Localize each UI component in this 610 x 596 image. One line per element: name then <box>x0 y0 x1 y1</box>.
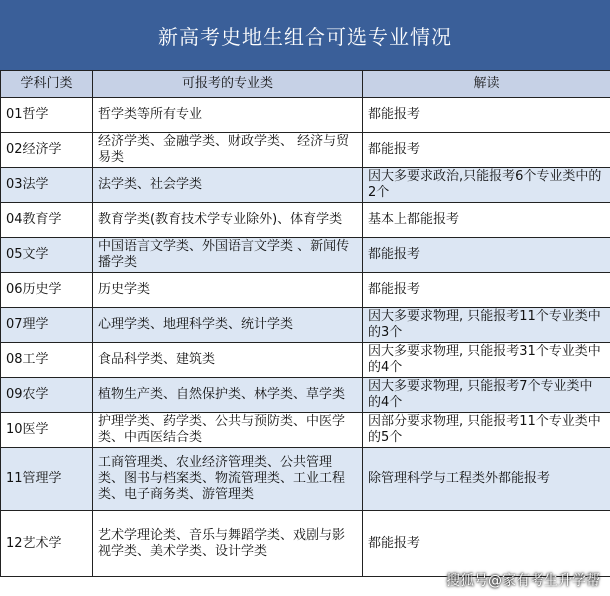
header-note: 解读 <box>363 71 610 98</box>
table-row <box>1 343 610 378</box>
category-cell: 04教育学 <box>1 203 93 238</box>
note-cell: 都能报考 <box>363 98 610 133</box>
table-row <box>1 273 610 308</box>
majors-cell: 法学类、社会学类 <box>93 168 363 203</box>
table-row <box>1 98 610 133</box>
category-cell: 02经济学 <box>1 133 93 168</box>
table-row <box>1 203 610 238</box>
table-row <box>1 413 610 448</box>
note-cell: 因大多要求物理, 只能报考7个专业类中的4个 <box>363 378 610 413</box>
category-cell: 09农学 <box>1 378 93 413</box>
note-cell: 都能报考 <box>363 511 610 577</box>
category-cell: 03法学 <box>1 168 93 203</box>
majors-table <box>0 70 610 577</box>
note-cell: 都能报考 <box>363 273 610 308</box>
majors-cell: 心理学类、地理科学类、统计学类 <box>93 308 363 343</box>
majors-cell: 食品科学类、建筑类 <box>93 343 363 378</box>
watermark: 搜狐号@家有考生升学帮 <box>446 573 600 589</box>
majors-cell: 中国语言文学类、外国语言文学类 、新闻传播学类 <box>93 238 363 273</box>
note-cell: 基本上都能报考 <box>363 203 610 238</box>
category-cell: 12艺术学 <box>1 511 93 577</box>
category-cell: 05文学 <box>1 238 93 273</box>
majors-cell: 工商管理类、农业经济管理类、公共管理类、图书与档案类、物流管理类、工业工程类、电子商务类、游管理类 <box>93 448 363 511</box>
page-title: 新高考史地生组合可选专业情况 <box>158 24 452 49</box>
header-category: 学科门类 <box>1 71 93 98</box>
title-bar <box>0 0 610 70</box>
majors-cell: 历史学类 <box>93 273 363 308</box>
note-cell: 因大多要求物理, 只能报考31个专业类中的4个 <box>363 343 610 378</box>
note-cell: 因大多要求物理, 只能报考11个专业类中的3个 <box>363 308 610 343</box>
table-row <box>1 133 610 168</box>
category-cell: 06历史学 <box>1 273 93 308</box>
category-cell: 08工学 <box>1 343 93 378</box>
category-cell: 07理学 <box>1 308 93 343</box>
table-row <box>1 238 610 273</box>
table-row <box>1 308 610 343</box>
note-cell: 都能报考 <box>363 238 610 273</box>
category-cell: 01哲学 <box>1 98 93 133</box>
note-cell: 因大多要求政治,只能报考6个专业类中的2个 <box>363 168 610 203</box>
table-row <box>1 511 610 577</box>
header-majors: 可报考的专业类 <box>93 71 363 98</box>
table-row <box>1 168 610 203</box>
majors-cell: 经济学类、金融学类、财政学类、 经济与贸易类 <box>93 133 363 168</box>
category-cell: 10医学 <box>1 413 93 448</box>
category-cell: 11管理学 <box>1 448 93 511</box>
majors-cell: 教育学类(教育技术学专业除外)、体育学类 <box>93 203 363 238</box>
header-row <box>1 71 610 98</box>
majors-cell: 哲学类等所有专业 <box>93 98 363 133</box>
majors-cell: 护理学类、药学类、公共与预防类、中医学类、中西医结合类 <box>93 413 363 448</box>
majors-cell: 艺术学理论类、音乐与舞蹈学类、戏剧与影视学类、美术学类、设计学类 <box>93 511 363 577</box>
majors-cell: 植物生产类、自然保护类、林学类、草学类 <box>93 378 363 413</box>
note-cell: 除管理科学与工程类外都能报考 <box>363 448 610 511</box>
note-cell: 都能报考 <box>363 133 610 168</box>
table-row <box>1 448 610 511</box>
table-row <box>1 378 610 413</box>
note-cell: 因部分要求物理, 只能报考11个专业类中的5个 <box>363 413 610 448</box>
